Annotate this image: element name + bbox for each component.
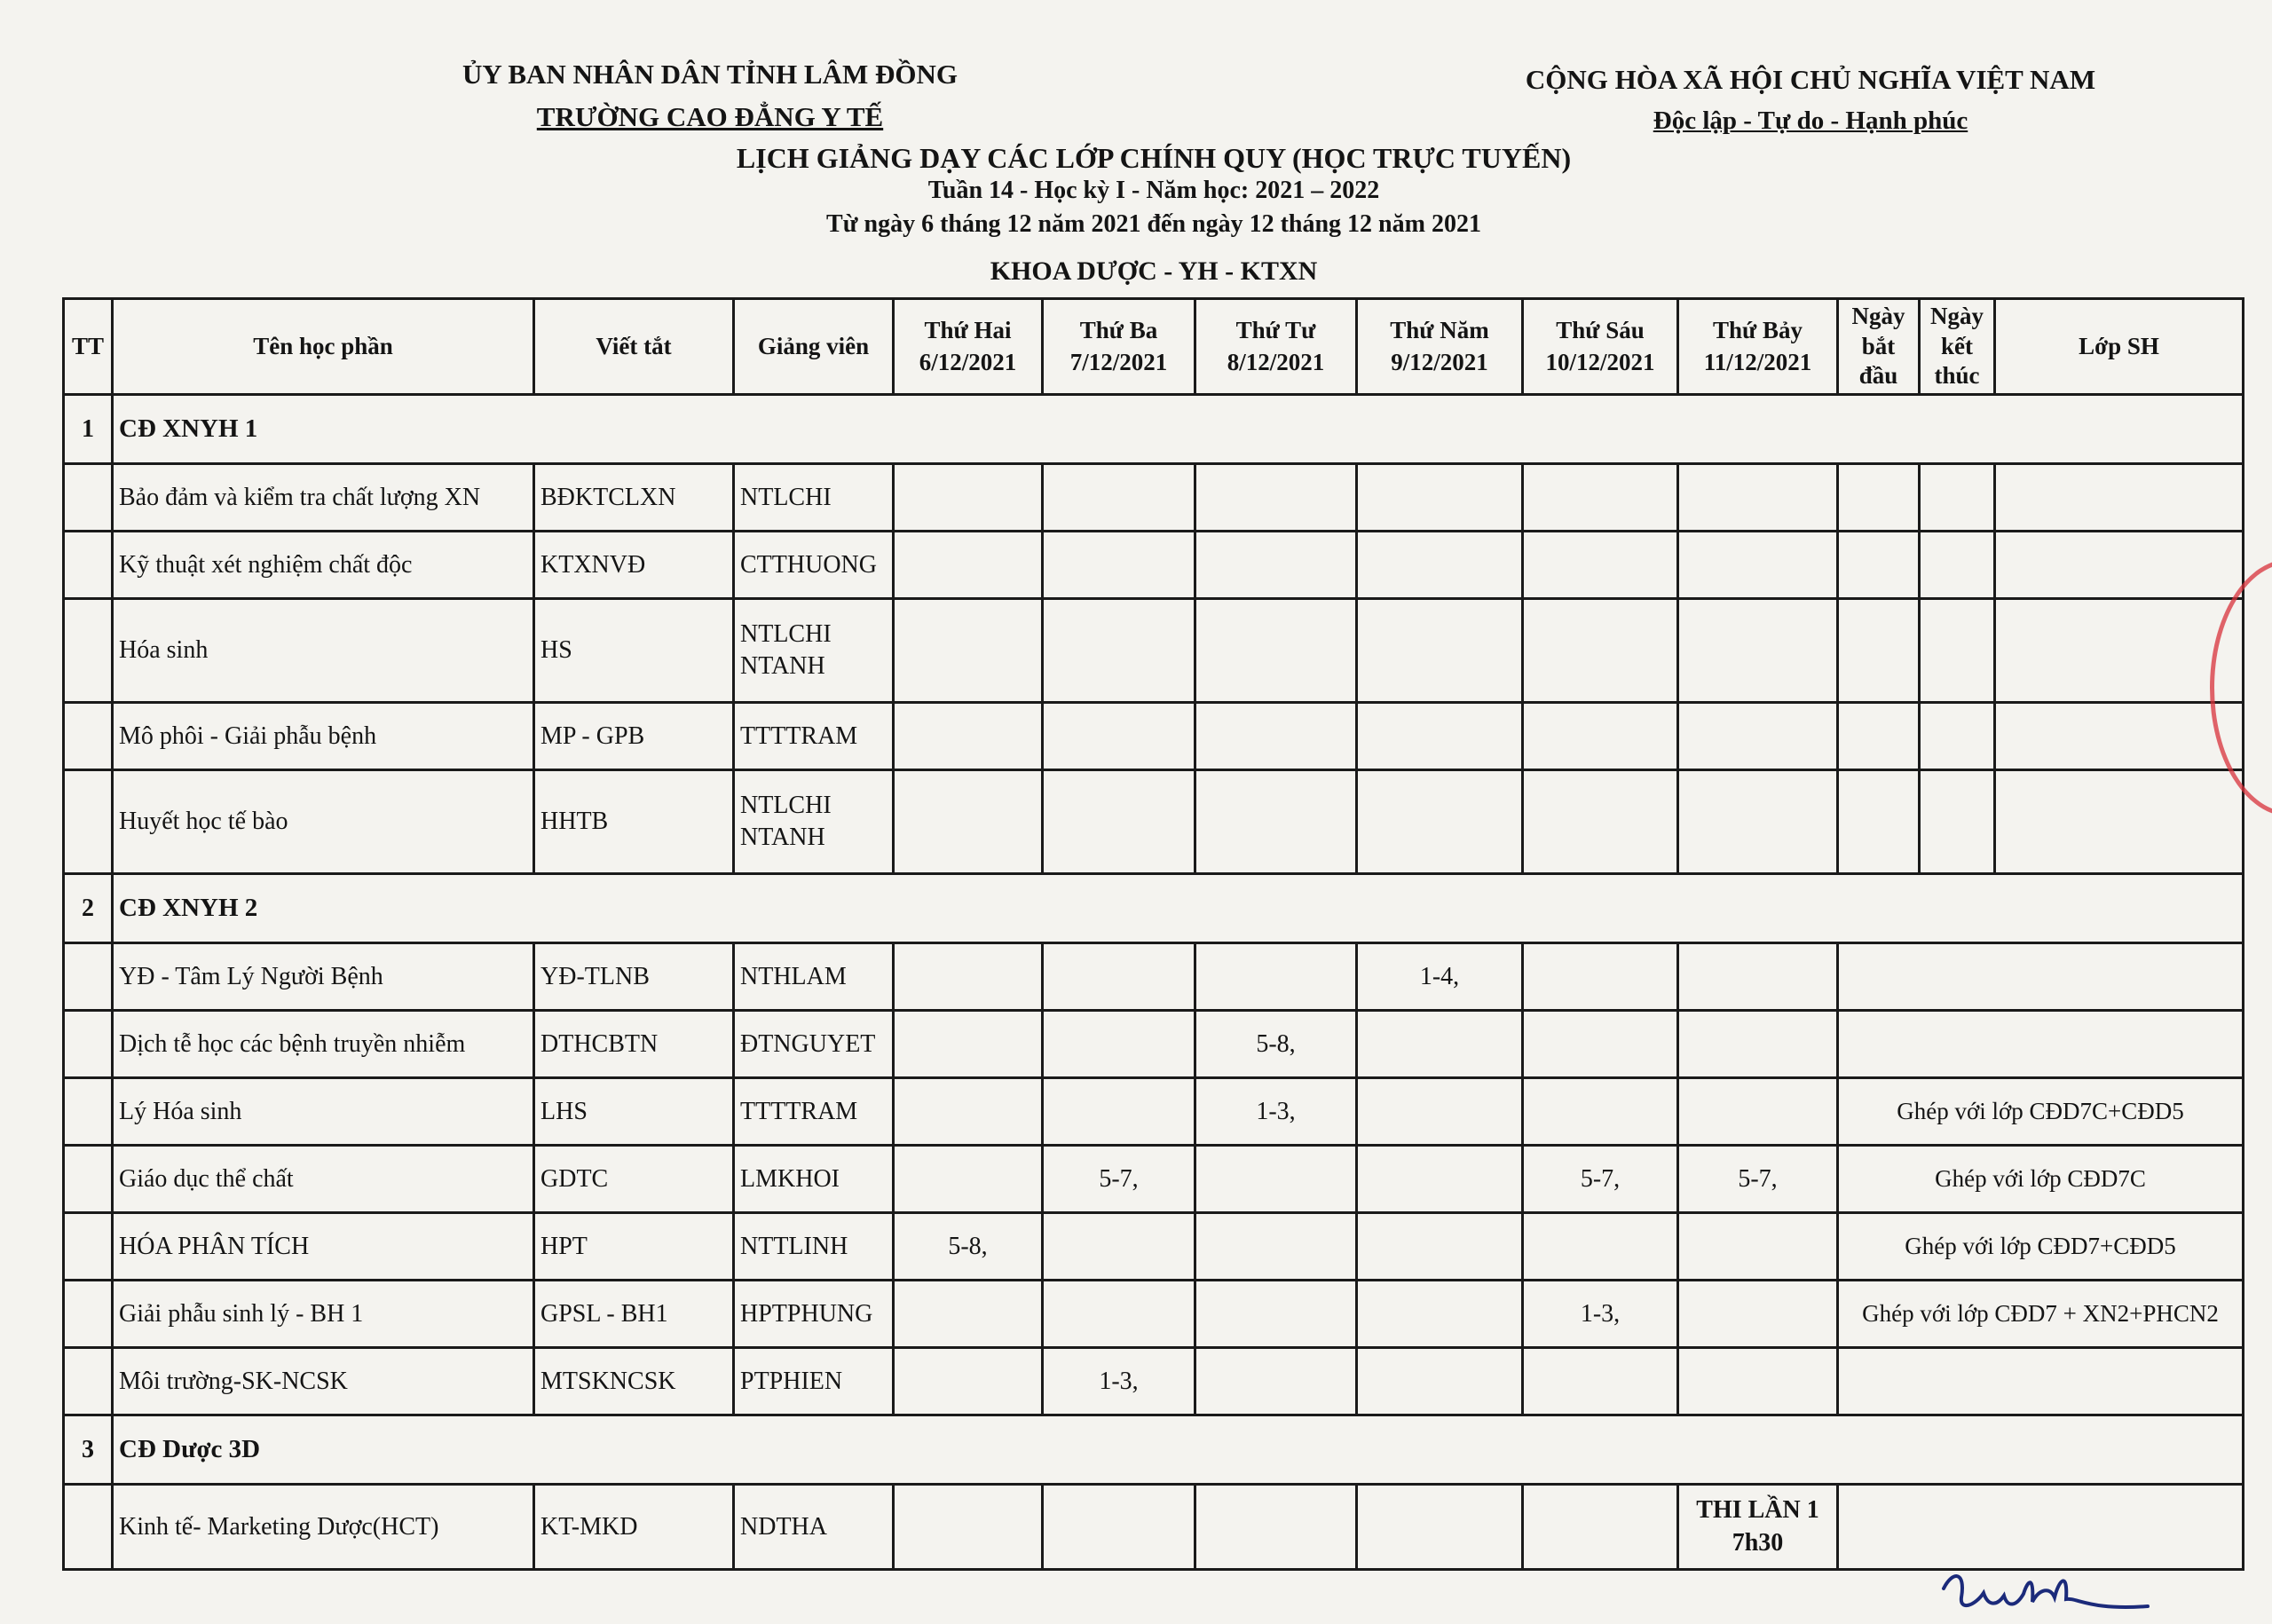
course-abbr: YĐ-TLNB bbox=[534, 943, 734, 1011]
slot-tue bbox=[1043, 1213, 1195, 1281]
table-row bbox=[64, 1146, 2244, 1213]
document-title: LỊCH GIẢNG DẠY CÁC LỚP CHÍNH QUY (HỌC TRỰC TUYẾN) bbox=[736, 142, 1572, 174]
course-abbr: KT-MKD bbox=[534, 1485, 734, 1570]
table-row bbox=[64, 1485, 2244, 1570]
table-row bbox=[64, 1078, 2244, 1146]
lecturer: LMKHOI bbox=[734, 1146, 894, 1213]
course-abbr: GDTC bbox=[534, 1146, 734, 1213]
course-name: Bảo đảm và kiểm tra chất lượng XN bbox=[113, 464, 534, 532]
lecturer: HPTPHUNG bbox=[734, 1281, 894, 1348]
course-name: Dịch tễ học các bệnh truyền nhiễm bbox=[113, 1011, 534, 1078]
slot-mon bbox=[894, 1348, 1043, 1415]
signature bbox=[1935, 1562, 2166, 1624]
col-header-mon-date: 6/12/2021 bbox=[919, 348, 1017, 375]
group-name: CĐ XNYH 2 bbox=[113, 874, 2244, 943]
col-header-tue-date: 7/12/2021 bbox=[1069, 348, 1168, 375]
class-note: Ghép với lớp CĐD7C bbox=[1838, 1146, 2244, 1213]
schedule-table bbox=[62, 297, 2244, 1571]
course-name: Kinh tế- Marketing Dược(HCT) bbox=[113, 1485, 534, 1570]
table-row bbox=[64, 1213, 2244, 1281]
slot-sat bbox=[1678, 1348, 1838, 1415]
group-name: CĐ Dược 3D bbox=[113, 1415, 2244, 1485]
national-title: CỘNG HÒA XÃ HỘI CHỦ NGHĨA VIỆT NAM bbox=[1525, 64, 2096, 95]
col-header-end-date: Ngày kết thúc bbox=[1920, 299, 1995, 395]
group-number: 3 bbox=[64, 1415, 113, 1485]
class-note: Ghép với lớp CĐD7 + XN2+PHCN2 bbox=[1838, 1281, 2244, 1348]
col-header-tue bbox=[1043, 299, 1195, 395]
col-header-tue-day: Thứ Ba bbox=[1079, 317, 1158, 344]
slot-tue: 5-7, bbox=[1043, 1146, 1195, 1213]
course-abbr: DTHCBTN bbox=[534, 1011, 734, 1078]
class-note bbox=[1838, 943, 2244, 1011]
exam-time: 7h30 bbox=[1732, 1528, 1784, 1557]
lecturer: TTTTRAM bbox=[734, 1078, 894, 1146]
table-row bbox=[64, 464, 2244, 532]
slot-thu bbox=[1357, 1011, 1523, 1078]
issuer-line-1: ỦY BAN NHÂN DÂN TỈNH LÂM ĐỒNG bbox=[462, 59, 958, 90]
slot-fri bbox=[1523, 1011, 1678, 1078]
slot-sat bbox=[1678, 943, 1838, 1011]
lecturer: NTTLINH bbox=[734, 1213, 894, 1281]
course-name: Huyết học tế bào bbox=[113, 770, 534, 874]
slot-thu: 1-4, bbox=[1357, 943, 1523, 1011]
slot-sat bbox=[1678, 1281, 1838, 1348]
col-header-sat bbox=[1678, 299, 1838, 395]
slot-sat: 5-7, bbox=[1678, 1146, 1838, 1213]
course-abbr: MTSKNCSK bbox=[534, 1348, 734, 1415]
table-row bbox=[64, 599, 2244, 703]
lecturer-2: NTANH bbox=[740, 824, 825, 851]
col-header-lecturer: Giảng viên bbox=[734, 299, 894, 395]
course-abbr: KTXNVĐ bbox=[534, 532, 734, 599]
slot-wed: 5-8, bbox=[1195, 1011, 1357, 1078]
slot-fri bbox=[1523, 1213, 1678, 1281]
lecturer: TTTTRAM bbox=[734, 703, 894, 770]
col-header-start-date: Ngày bắt đầu bbox=[1838, 299, 1920, 395]
slot-wed: 1-3, bbox=[1195, 1078, 1357, 1146]
slot-sat bbox=[1678, 1011, 1838, 1078]
slot-mon: 5-8, bbox=[894, 1213, 1043, 1281]
group-name: CĐ XNYH 1 bbox=[113, 395, 2244, 464]
slot-wed bbox=[1195, 1213, 1357, 1281]
issuer-line-2 bbox=[479, 101, 941, 133]
course-name: HÓA PHÂN TÍCH bbox=[113, 1213, 534, 1281]
class-note: Ghép với lớp CĐD7C+CĐD5 bbox=[1838, 1078, 2244, 1146]
department-name: KHOA DƯỢC - YH - KTXN bbox=[990, 256, 1318, 286]
group-number: 2 bbox=[64, 874, 113, 943]
col-header-tt: TT bbox=[64, 299, 113, 395]
lecturer: ĐTNGUYET bbox=[734, 1011, 894, 1078]
slot-sat bbox=[1678, 1078, 1838, 1146]
lecturer-2: NTANH bbox=[740, 652, 825, 680]
slot-tue: 1-3, bbox=[1043, 1348, 1195, 1415]
col-header-abbr: Viết tắt bbox=[534, 299, 734, 395]
col-header-class: Lớp SH bbox=[1995, 299, 2244, 395]
slot-fri: 1-3, bbox=[1523, 1281, 1678, 1348]
table-row bbox=[64, 532, 2244, 599]
exam-cell bbox=[1678, 1485, 1838, 1570]
lecturer: NTHLAM bbox=[734, 943, 894, 1011]
lecturer: PTPHIEN bbox=[734, 1348, 894, 1415]
lecturer-1: NTLCHI bbox=[740, 619, 832, 648]
course-name: Hóa sinh bbox=[113, 599, 534, 703]
course-abbr: BĐKTCLXN bbox=[534, 464, 734, 532]
col-header-thu-date: 9/12/2021 bbox=[1391, 348, 1488, 375]
class-note bbox=[1838, 1011, 2244, 1078]
col-header-sat-date: 11/12/2021 bbox=[1703, 348, 1812, 375]
lecturer: CTTHUONG bbox=[734, 532, 894, 599]
table-header-row bbox=[64, 299, 2244, 395]
class-note bbox=[1838, 1348, 2244, 1415]
table-row bbox=[64, 1281, 2244, 1348]
col-header-mon-day: Thứ Hai bbox=[924, 317, 1012, 344]
col-header-wed-day: Thứ Tư bbox=[1235, 317, 1316, 344]
course-abbr: GPSL - BH1 bbox=[534, 1281, 734, 1348]
table-row bbox=[64, 1348, 2244, 1415]
group-row bbox=[64, 395, 2244, 464]
course-abbr: HHTB bbox=[534, 770, 734, 874]
col-header-thu bbox=[1357, 299, 1523, 395]
lecturer bbox=[734, 599, 894, 703]
lecturer bbox=[734, 770, 894, 874]
slot-wed bbox=[1195, 1146, 1357, 1213]
group-row bbox=[64, 874, 2244, 943]
table-row bbox=[64, 770, 2244, 874]
document-subtitle-week: Tuần 14 - Học kỳ I - Năm học: 2021 – 2022 bbox=[927, 177, 1380, 204]
slot-wed bbox=[1195, 1281, 1357, 1348]
course-name: Môi trường-SK-NCSK bbox=[113, 1348, 534, 1415]
col-header-sat-day: Thứ Bảy bbox=[1713, 317, 1803, 344]
slot-sat bbox=[1678, 1213, 1838, 1281]
slot-thu bbox=[1357, 1146, 1523, 1213]
slot-mon bbox=[894, 1146, 1043, 1213]
exam-label: THI LẦN 1 bbox=[1696, 1496, 1819, 1525]
course-abbr: MP - GPB bbox=[534, 703, 734, 770]
slot-tue bbox=[1043, 1078, 1195, 1146]
slot-thu bbox=[1357, 1078, 1523, 1146]
slot-wed bbox=[1195, 943, 1357, 1011]
col-header-fri bbox=[1523, 299, 1678, 395]
col-header-mon bbox=[894, 299, 1043, 395]
slot-tue bbox=[1043, 943, 1195, 1011]
table-row bbox=[64, 703, 2244, 770]
slot-wed bbox=[1195, 1348, 1357, 1415]
course-abbr: HPT bbox=[534, 1213, 734, 1281]
group-row bbox=[64, 1415, 2244, 1485]
lecturer: NTLCHI bbox=[734, 464, 894, 532]
lecturer: NDTHA bbox=[734, 1485, 894, 1570]
course-name: Mô phôi - Giải phẫu bệnh bbox=[113, 703, 534, 770]
slot-mon bbox=[894, 1281, 1043, 1348]
table-row bbox=[64, 1011, 2244, 1078]
slot-tue bbox=[1043, 1011, 1195, 1078]
course-abbr: HS bbox=[534, 599, 734, 703]
slot-tue bbox=[1043, 1281, 1195, 1348]
slot-mon bbox=[894, 1011, 1043, 1078]
col-header-fri-date: 10/12/2021 bbox=[1545, 348, 1655, 375]
col-header-course: Tên học phần bbox=[113, 299, 534, 395]
course-name: YĐ - Tâm Lý Người Bệnh bbox=[113, 943, 534, 1011]
col-header-fri-day: Thứ Sáu bbox=[1556, 317, 1645, 344]
group-number: 1 bbox=[64, 395, 113, 464]
slot-mon bbox=[894, 1078, 1043, 1146]
national-motto bbox=[1580, 106, 2041, 136]
national-motto-text: Độc lập - Tự do - Hạnh phúc bbox=[1653, 106, 1968, 135]
document-subtitle-dates: Từ ngày 6 tháng 12 năm 2021 đến ngày 12 tháng 12 năm 2021 bbox=[826, 210, 1481, 238]
table-row bbox=[64, 943, 2244, 1011]
course-name: Giáo dục thể chất bbox=[113, 1146, 534, 1213]
course-name: Lý Hóa sinh bbox=[113, 1078, 534, 1146]
slot-fri: 5-7, bbox=[1523, 1146, 1678, 1213]
col-header-wed-date: 8/12/2021 bbox=[1227, 348, 1325, 375]
slot-thu bbox=[1357, 1213, 1523, 1281]
slot-mon bbox=[894, 943, 1043, 1011]
col-header-wed bbox=[1195, 299, 1357, 395]
course-abbr: LHS bbox=[534, 1078, 734, 1146]
course-name: Kỹ thuật xét nghiệm chất độc bbox=[113, 532, 534, 599]
issuer-school-name: TRƯỜNG CAO ĐẲNG Y TẾ bbox=[536, 101, 884, 132]
col-header-thu-day: Thứ Năm bbox=[1390, 317, 1489, 344]
slot-thu bbox=[1357, 1348, 1523, 1415]
lecturer-1: NTLCHI bbox=[740, 791, 832, 819]
slot-thu bbox=[1357, 1281, 1523, 1348]
course-name: Giải phẫu sinh lý - BH 1 bbox=[113, 1281, 534, 1348]
slot-fri bbox=[1523, 943, 1678, 1011]
slot-fri bbox=[1523, 1078, 1678, 1146]
class-note: Ghép với lớp CĐD7+CĐD5 bbox=[1838, 1213, 2244, 1281]
slot-fri bbox=[1523, 1348, 1678, 1415]
